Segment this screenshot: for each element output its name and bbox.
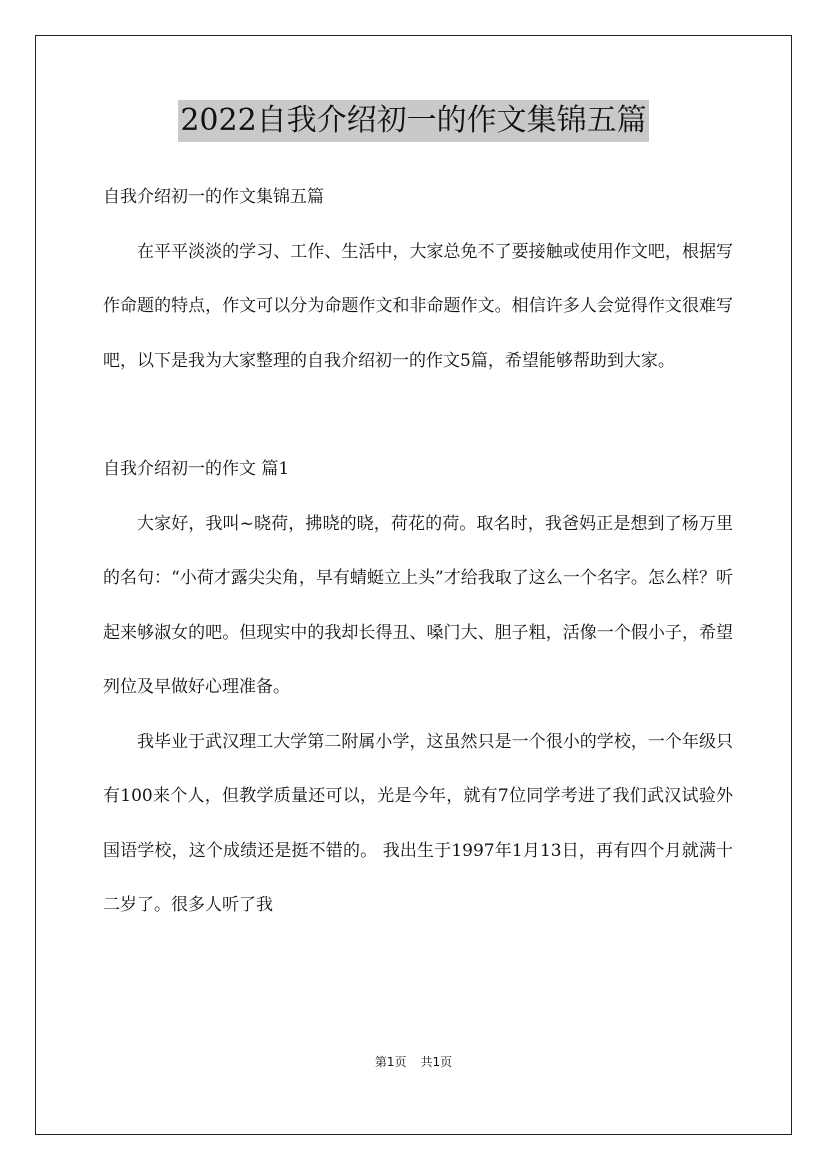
page-footer <box>0 1052 827 1072</box>
section-heading: 自我介绍初一的作文 篇1 <box>103 459 290 479</box>
page-number: 第1页 <box>374 1055 407 1069</box>
document-subtitle: 自我介绍初一的作文集锦五篇 <box>103 187 324 207</box>
title-wrap <box>0 100 827 142</box>
intro-paragraph: 在平平淡淡的学习、工作、生活中，大家总免不了要接触或使用作文吧，根据写作命题的特点，作文可以分为命题作文和非命题作文。相信许多人会觉得作文很难写吧，以下是我为大家整理的自我介绍初一的作文5篇，希望能够帮助到大家。 <box>103 241 733 371</box>
page-total: 共1页 <box>420 1055 453 1069</box>
body-paragraph-2: 我毕业于武汉理工大学第二附属小学，这虽然只是一个很小的学校，一个年级只有100来个人，但教学质量还可以，光是今年，就有7位同学考进了我们武汉试验外国语学校，这个成绩还是挺不错的。 我出生于1997年1月13日，再有四个月就满十二岁了。很多人听了我 <box>103 731 733 915</box>
section-gap <box>103 388 733 442</box>
document-title: 2022自我介绍初一的作文集锦五篇 <box>178 100 648 142</box>
body-paragraph-1: 大家好，我叫~晓荷，拂晓的晓，荷花的荷。取名时，我爸妈正是想到了杨万里的名句：“小荷才露尖尖角，早有蜻蜓立上头”才给我取了这么一个名字。怎么样？听起来够淑女的吧。但现实中的我却长得丑、嗓门大、胆子粗，活像一个假小子，希望列位及早做好心理准备。 <box>103 513 733 697</box>
document-body <box>103 170 733 933</box>
